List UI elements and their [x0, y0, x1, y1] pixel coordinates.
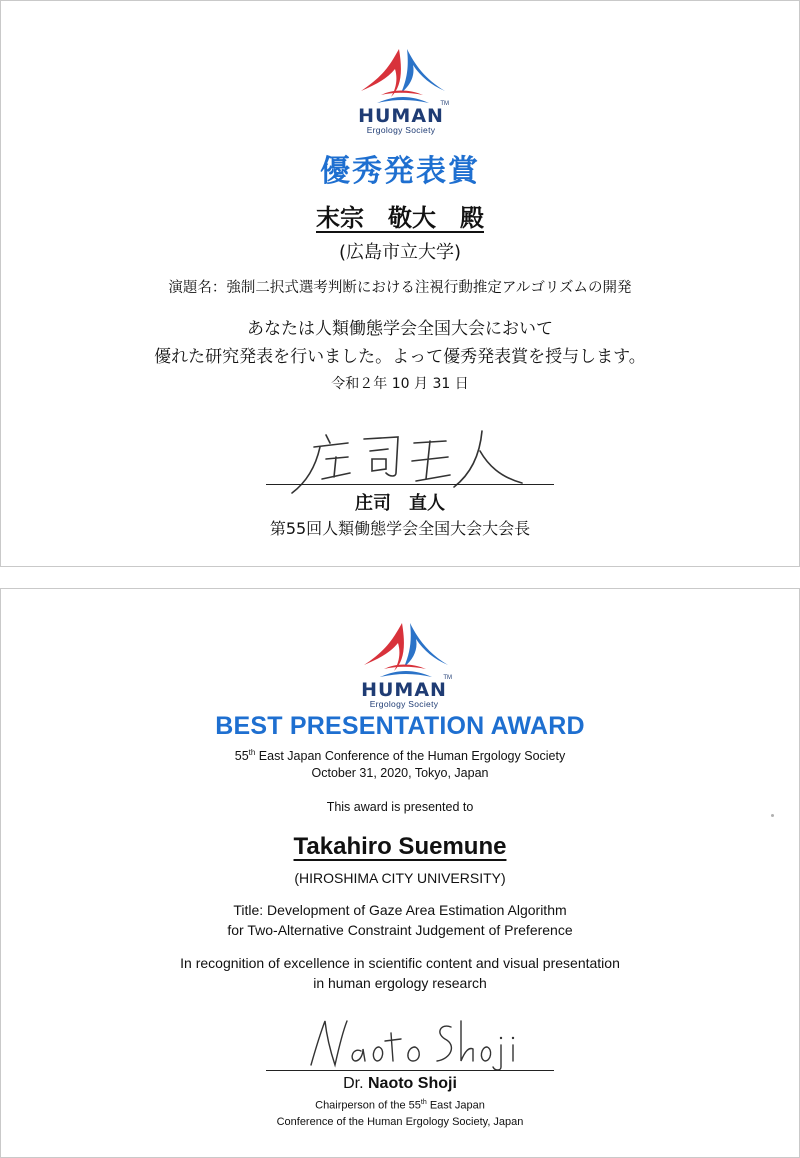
- recipient-name-jp: [1, 198, 799, 233]
- signer-role-line1: [1, 1099, 799, 1112]
- signer-prefix: Dr.: [343, 1075, 368, 1092]
- recognition-line1: In recognition of excellence in scientific content and visual presentation: [180, 955, 620, 971]
- signature-line-en: [266, 1070, 554, 1071]
- presentation-title-line2: for Two-Alternative Constraint Judgement of Preference: [227, 922, 573, 938]
- human-ergology-society-logo: [351, 45, 451, 141]
- recipient-affiliation-en: (HIROSHIMA CITY UNIVERSITY): [294, 870, 506, 886]
- signer-name-bold: Naoto Shoji: [368, 1075, 457, 1092]
- award-text-line2-jp: 優れた研究発表を行いました。よって優秀発表賞を授与します。: [154, 347, 646, 367]
- logo-trademark: TM: [440, 101, 449, 107]
- presentation-subject-jp: 演題名：強制二択式選考判断における注視行動推定アルゴリズムの開発: [168, 280, 632, 296]
- recognition-line2: in human ergology research: [313, 975, 487, 991]
- scan-speck: [771, 814, 774, 817]
- conference-name-text: East Japan Conference of the Human Ergology Society: [255, 749, 566, 764]
- award-title-en: BEST PRESENTATION AWARD: [215, 712, 585, 740]
- handwritten-signature-en: [301, 1011, 521, 1073]
- signer-name-en: [1, 1075, 799, 1093]
- recipient-name-jp-text: 末宗 敬大 殿: [316, 204, 484, 232]
- chair-text-pre: Chairperson of the 55: [315, 1099, 421, 1112]
- conference-number: 55: [234, 749, 249, 764]
- signer-role-jp: 第55回人類働態学会全国大会大会長: [269, 519, 531, 538]
- logo-subtitle: Ergology Society: [369, 699, 439, 709]
- award-title-jp: 優秀発表賞: [320, 154, 480, 189]
- signer-role-line2: Conference of the Human Ergology Society, Japan: [276, 1116, 524, 1128]
- logo-subtitle: Ergology Society: [366, 125, 436, 135]
- certificate-japanese: [0, 0, 800, 567]
- conference-name-en: [1, 748, 799, 763]
- presented-to-text: This award is presented to: [326, 800, 474, 814]
- signature-line-jp: [266, 484, 554, 485]
- recipient-name-en-text: Takahiro Suemune: [293, 833, 507, 860]
- signer-name-jp: 庄司 直人: [355, 493, 445, 514]
- logo-figure-icon: [354, 619, 454, 681]
- award-text-line1-jp: あなたは人類働態学会全国大会において: [247, 319, 553, 339]
- presentation-title-line1: Title: Development of Gaze Area Estimation Algorithm: [233, 902, 567, 918]
- chair-text-post: East Japan: [426, 1099, 485, 1112]
- logo-figure-icon: [351, 45, 451, 107]
- award-date-jp: 令和２年 10 月 31 日: [331, 376, 469, 392]
- logo-wordmark: HUMAN: [358, 105, 444, 127]
- recipient-name-en: [1, 833, 799, 861]
- conference-date-place: October 31, 2020, Tokyo, Japan: [311, 766, 489, 780]
- recipient-affiliation-jp: (広島市立大学): [338, 242, 462, 263]
- certificate-english: [0, 588, 800, 1158]
- chair-number-suffix: th: [420, 1099, 427, 1106]
- human-ergology-society-logo-en: [354, 619, 454, 715]
- conference-number-suffix: th: [248, 748, 256, 757]
- logo-wordmark: HUMAN: [361, 679, 447, 701]
- logo-trademark: TM: [443, 675, 452, 681]
